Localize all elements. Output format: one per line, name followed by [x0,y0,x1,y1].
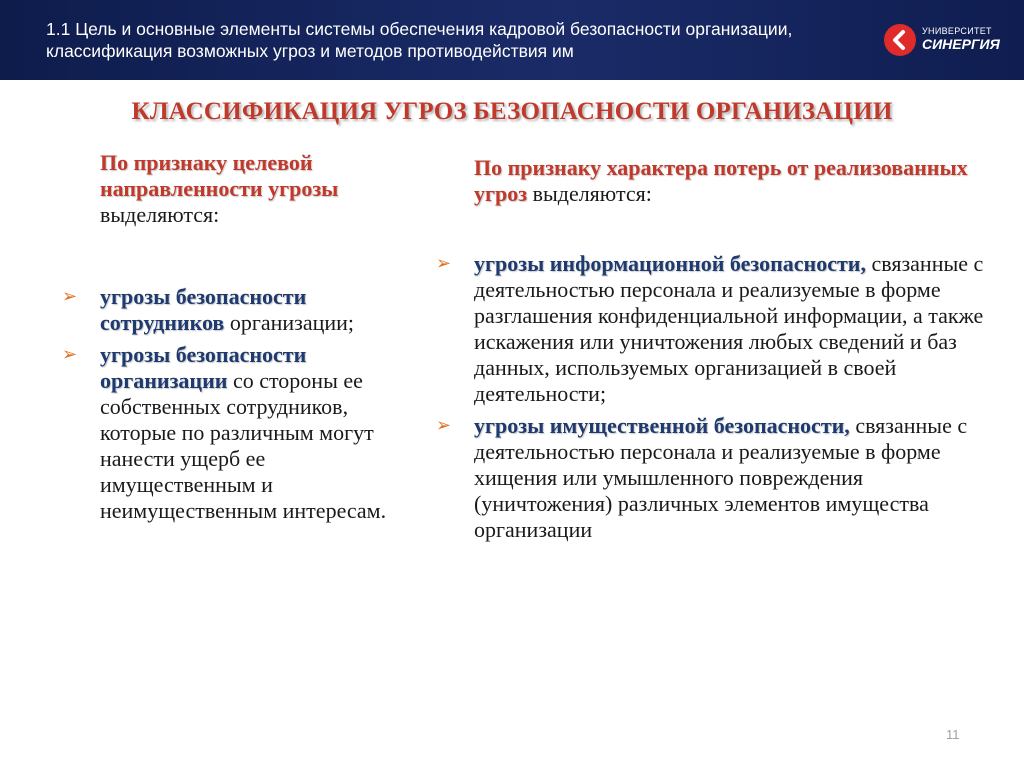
item-text: связанные с деятельностью персонала и реализуемые в форме хищения или умышленного повреждения (уничтожения) различных элементов имущества организации [474,413,968,542]
arrow-bullet-icon: ➢ [436,253,452,274]
university-logo [884,22,1008,62]
slide-title: КЛАССИФИКАЦИЯ УГРОЗ БЕЗОПАСНОСТИ ОРГАНИЗАЦИИ [131,98,893,125]
arrow-bullet-icon: ➢ [62,344,78,365]
item-bold: угрозы безопасности организации [100,342,307,393]
page-number: 11 [946,727,960,742]
item-bold: угрозы информационной безопасности, [474,251,866,276]
left-lead [60,150,400,228]
list-item [60,284,400,336]
logo-text-university: УНИВЕРСИТЕТ [922,26,992,36]
left-column [60,150,400,530]
item-text: со стороны ее собственных сотрудников, которые по различным могут нанести ущерб ее имущественным и неимущественным интересам. [100,368,387,523]
arrow-bullet-icon: ➢ [436,415,452,436]
header-text: 1.1 Цель и основные элементы системы обеспечения кадровой безопасности организации, классификация возможных угроз и методов противодействия им [46,19,793,61]
arrow-bullet-icon: ➢ [62,286,78,307]
list-item [434,251,994,407]
list-item [60,342,400,524]
item-text: организации; [224,310,355,335]
right-lead [434,155,994,207]
right-lead-rest: выделяются: [527,181,652,206]
slide-header [0,0,1024,80]
right-lead-highlight: По признаку характера потерь от реализованных угроз [474,155,968,206]
item-bold: угрозы имущественной безопасности, [474,413,850,438]
item-bold: угрозы безопасности сотрудников [100,284,307,335]
logo-text-synergy: СИНЕРГИЯ [922,36,1000,52]
right-column [434,155,994,549]
right-list [434,251,994,543]
list-item [434,413,994,543]
left-lead-highlight: По признаку целевой направленности угрозы [100,150,339,201]
left-list [60,284,400,524]
left-lead-rest: выделяются: [100,202,220,227]
synergy-logo-icon [884,24,916,56]
item-text: связанные с деятельностью персонала и реализуемые в форме разглашения конфиденциальной информации, а также искажения или уничтожения любых сведений и баз данных, используемых организацией в своей деятельности; [474,251,984,406]
